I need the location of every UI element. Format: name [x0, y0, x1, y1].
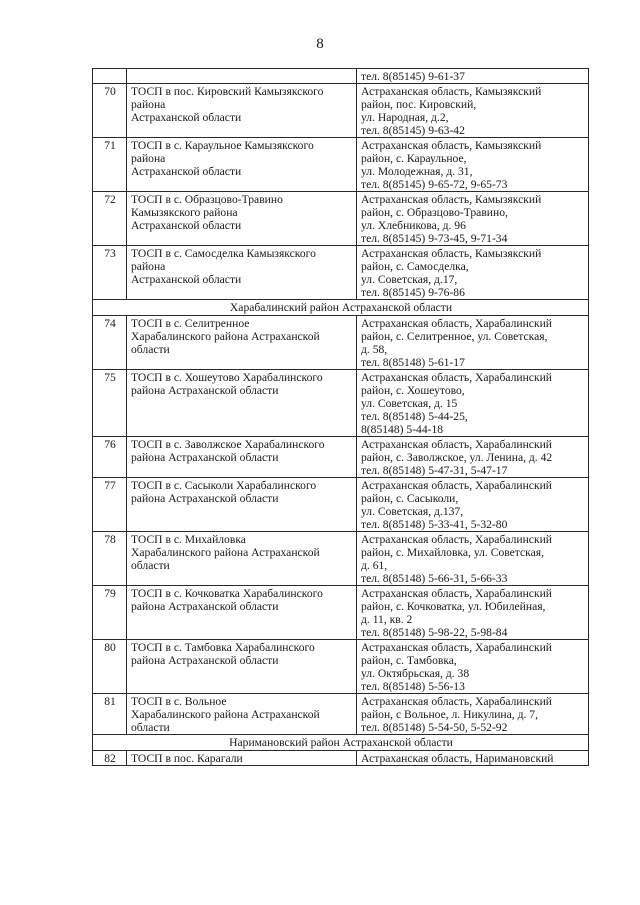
row-number: 75 — [93, 370, 127, 437]
section-header-row — [93, 735, 589, 751]
address-line: район, с. Тамбовка, — [361, 654, 457, 667]
address-line: Астраханская область, Харабалинский — [361, 371, 552, 384]
address-line: Астраханская область, Харабалинский — [361, 317, 552, 330]
row-number: 77 — [93, 478, 127, 532]
address-line: д. 11, кв. 2 — [361, 613, 413, 626]
table-row — [93, 586, 589, 640]
unit-name-cell — [127, 640, 357, 694]
address-line: тел. 8(85148) 5-33-41, 5-32-80 — [361, 518, 508, 531]
unit-name-line: области — [131, 559, 170, 572]
table-row — [93, 138, 589, 192]
page-number: 8 — [316, 36, 324, 52]
address-line: тел. 8(85148) 5-47-31, 5-47-17 — [361, 464, 508, 477]
table-row — [93, 694, 589, 735]
table-row — [93, 532, 589, 586]
section-header: Наримановский район Астраханской области — [93, 735, 589, 751]
address-line: район, пос. Кировский, — [361, 98, 477, 111]
unit-name-line: района Астраханской области — [131, 654, 279, 667]
unit-name-line: области — [131, 343, 170, 356]
unit-name-line: Камызякского района — [131, 206, 238, 219]
unit-name-cell — [127, 370, 357, 437]
address-line: район, с. Караульное, — [361, 152, 467, 165]
row-number: 79 — [93, 586, 127, 640]
address-cell — [357, 84, 589, 138]
unit-name-cell — [127, 751, 357, 766]
address-cell — [357, 437, 589, 478]
unit-name-line: Харабалинского района Астраханской — [131, 330, 320, 343]
row-number: 80 — [93, 640, 127, 694]
unit-name-line: Астраханской области — [131, 273, 242, 286]
table-row — [93, 69, 589, 84]
unit-name-line: района Астраханской области — [131, 492, 279, 505]
row-number: 81 — [93, 694, 127, 735]
unit-name-cell — [127, 316, 357, 370]
unit-name-line: района — [131, 260, 166, 273]
address-line: тел. 8(85145) 9-76-86 — [361, 286, 465, 299]
unit-name-cell — [127, 586, 357, 640]
unit-name-cell — [127, 138, 357, 192]
unit-name-cell — [127, 532, 357, 586]
address-line: Астраханская область, Харабалинский — [361, 533, 552, 546]
address-line: Астраханская область, Камызякский — [361, 247, 542, 260]
unit-name-line: района Астраханской области — [131, 384, 279, 397]
address-line: район, с. Селитренное, ул. Советская, — [361, 330, 548, 343]
unit-name-line: ТОСП в с. Селитренное — [131, 317, 250, 330]
address-cell — [357, 640, 589, 694]
unit-name-line: Астраханской области — [131, 111, 242, 124]
unit-name-cell — [127, 246, 357, 300]
address-line: Астраханская область, Харабалинский — [361, 695, 552, 708]
address-line: район, с. Кочковатка, ул. Юбилейная, — [361, 600, 546, 613]
unit-name-line: ТОСП в с. Караульное Камызякского — [131, 139, 314, 152]
address-cell — [357, 751, 589, 766]
unit-name-line: ТОСП в с. Тамбовка Харабалинского — [131, 641, 315, 654]
address-line: ул. Хлебникова, д. 96 — [361, 219, 466, 232]
section-header-row — [93, 300, 589, 316]
address-line: Астраханская область, Харабалинский — [361, 479, 552, 492]
address-line: 8(85148) 5-44-18 — [361, 423, 444, 436]
address-line: тел. 8(85148) 5-44-25, — [361, 410, 468, 423]
address-line: район, с. Самосделка, — [361, 260, 469, 273]
table-row — [93, 640, 589, 694]
row-number: 70 — [93, 84, 127, 138]
table-row — [93, 192, 589, 246]
address-line: Астраханская область, Харабалинский — [361, 438, 552, 451]
address-line: тел. 8(85148) 5-56-13 — [361, 680, 465, 693]
unit-name-line: района — [131, 98, 166, 111]
address-cell — [357, 138, 589, 192]
unit-name-cell — [127, 437, 357, 478]
address-line: тел. 8(85148) 5-61-17 — [361, 356, 465, 369]
address-line: тел. 8(85148) 5-98-22, 5-98-84 — [361, 626, 508, 639]
row-number: 76 — [93, 437, 127, 478]
address-cell — [357, 370, 589, 437]
unit-name-line: ТОСП в с. Сасыколи Харабалинского — [131, 479, 317, 492]
address-line: район, с. Образцово-Травино, — [361, 206, 508, 219]
address-cell — [357, 478, 589, 532]
address-line: ул. Октябрьская, д. 38 — [361, 667, 470, 680]
section-header: Харабалинский район Астраханской области — [93, 300, 589, 316]
address-line: ул. Молодежная, д. 31, — [361, 165, 473, 178]
address-line: д. 61, — [361, 559, 388, 572]
unit-name-line: ТОСП в с. Михайловка — [131, 533, 246, 546]
address-line: тел. 8(85145) 9-61-37 — [361, 70, 465, 83]
address-cell — [357, 694, 589, 735]
unit-name-line: ТОСП в с. Образцово-Травино — [131, 193, 283, 206]
address-line: ул. Советская, д. 15 — [361, 397, 458, 410]
unit-name-line: Харабалинского района Астраханской — [131, 708, 320, 721]
unit-name-line: Астраханской области — [131, 219, 242, 232]
address-line: район, с. Сасыколи, — [361, 492, 459, 505]
table-row — [93, 84, 589, 138]
row-number: 72 — [93, 192, 127, 246]
address-line: тел. 8(85145) 9-73-45, 9-71-34 — [361, 232, 508, 245]
address-line: Астраханская область, Харабалинский — [361, 641, 552, 654]
row-number: 73 — [93, 246, 127, 300]
registry-table-body — [93, 69, 589, 766]
address-line: Астраханская область, Харабалинский — [361, 587, 552, 600]
address-line: ул. Советская, д.17, — [361, 273, 458, 286]
address-line: ул. Советская, д.137, — [361, 505, 464, 518]
unit-name-cell — [127, 478, 357, 532]
address-cell — [357, 532, 589, 586]
address-line: район, с. Заволжское, ул. Ленина, д. 42 — [361, 451, 553, 464]
unit-name-cell — [127, 192, 357, 246]
unit-name-cell — [127, 84, 357, 138]
address-line: Астраханская область, Камызякский — [361, 85, 542, 98]
address-cell — [357, 316, 589, 370]
address-cell — [357, 246, 589, 300]
unit-name-line: ТОСП в пос. Карагали — [131, 752, 243, 765]
unit-name-line: ТОСП в с. Хошеутово Харабалинского — [131, 371, 323, 384]
unit-name-line: Астраханской области — [131, 165, 242, 178]
unit-name-line: ТОСП в с. Заволжское Харабалинского — [131, 438, 325, 451]
table-row — [93, 316, 589, 370]
unit-name-line: ТОСП в с. Вольное — [131, 695, 227, 708]
table-row — [93, 370, 589, 437]
address-line: тел. 8(85145) 9-63-42 — [361, 124, 465, 137]
address-line: ул. Народная, д.2, — [361, 111, 449, 124]
row-number — [93, 69, 127, 84]
unit-name-line: области — [131, 721, 170, 734]
address-line: тел. 8(85148) 5-54-50, 5-52-92 — [361, 721, 508, 734]
address-cell — [357, 192, 589, 246]
table-row — [93, 751, 589, 766]
row-number: 82 — [93, 751, 127, 766]
unit-name-line: ТОСП в с. Кочковатка Харабалинского — [131, 587, 323, 600]
unit-name-cell — [127, 69, 357, 84]
address-line: тел. 8(85145) 9-65-72, 9-65-73 — [361, 178, 508, 191]
unit-name-cell — [127, 694, 357, 735]
unit-name-line: района Астраханской области — [131, 451, 279, 464]
address-cell — [357, 586, 589, 640]
unit-name-line: ТОСП в пос. Кировский Камызякского — [131, 85, 324, 98]
address-line: Астраханская область, Камызякский — [361, 193, 542, 206]
registry-table — [92, 68, 589, 766]
unit-name-line: Харабалинского района Астраханской — [131, 546, 320, 559]
address-cell — [357, 69, 589, 84]
unit-name-line: ТОСП в с. Самосделка Камызякского — [131, 247, 316, 260]
address-line: тел. 8(85148) 5-66-31, 5-66-33 — [361, 572, 508, 585]
address-line: Астраханская область, Камызякский — [361, 139, 542, 152]
unit-name-line: района — [131, 152, 166, 165]
unit-name-line: района Астраханской области — [131, 600, 279, 613]
address-line: район, с Вольное, л. Никулина, д. 7, — [361, 708, 538, 721]
table-row — [93, 478, 589, 532]
table-row — [93, 246, 589, 300]
address-line: Астраханская область, Наримановский — [361, 752, 554, 765]
row-number: 74 — [93, 316, 127, 370]
address-line: район, с. Михайловка, ул. Советская, — [361, 546, 544, 559]
address-line: д. 58, — [361, 343, 388, 356]
row-number: 71 — [93, 138, 127, 192]
address-line: район, с. Хошеутово, — [361, 384, 465, 397]
row-number: 78 — [93, 532, 127, 586]
table-row — [93, 437, 589, 478]
